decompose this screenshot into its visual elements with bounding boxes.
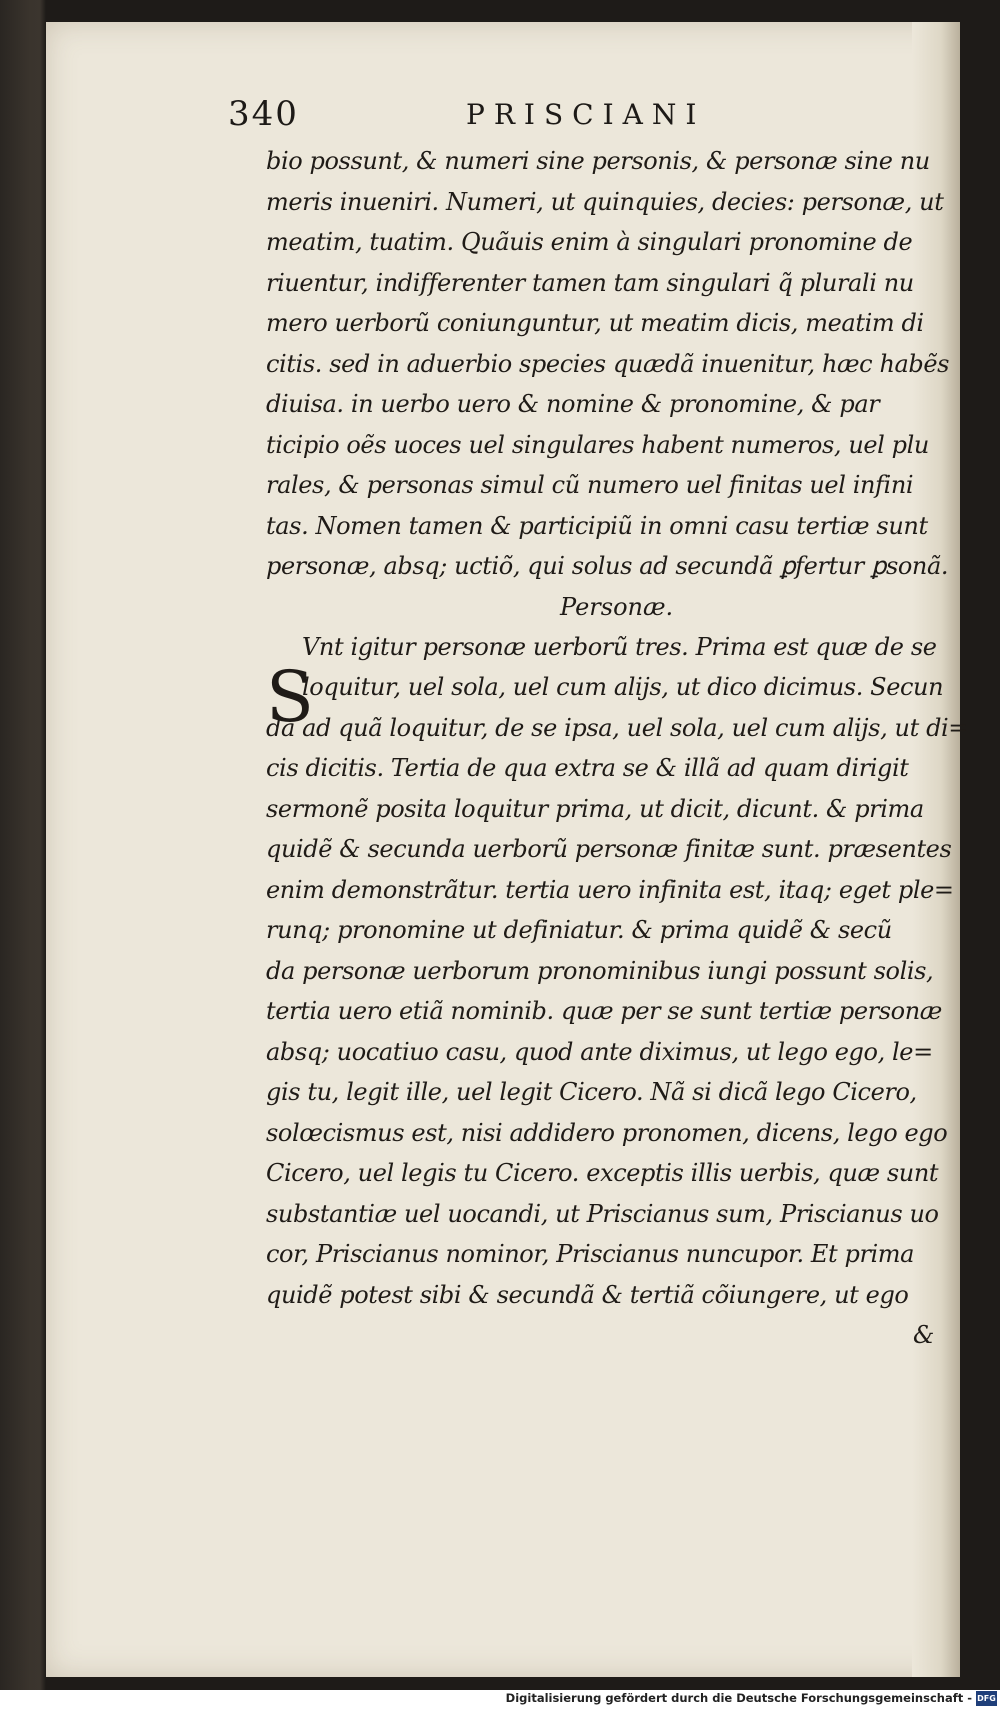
text-line: enim demonstrãtur. tertia uero infinita est, itaq; eget ple= [266,875,954,904]
dfg-logo-icon: DFG [976,1691,997,1706]
running-head: PRISCIANI [466,98,706,131]
text-line: tas. Nomen tamen & participiũ in omni casu tertiæ sunt [266,511,928,540]
digitization-credit: Digitalisierung gefördert durch die Deutsche Forschungsgemeinschaft - [505,1691,972,1705]
text-line: gis tu, legit ille, uel legit Cicero. Nã si dicã lego Cicero, [266,1078,917,1106]
text-line: diuisa. in uerbo uero & nomine & pronomine, & par [266,390,880,418]
text-line: personæ, absq; uctiõ, qui solus ad secundã ꝑfertur ꝑsonã. [266,552,949,580]
text-line: meris inueniri. Numeri, ut quinquies, decies: personæ, ut [266,187,944,216]
text-line: ticipio oẽs uoces uel singulares habent numeros, uel plu [266,430,929,459]
text-line: da personæ uerborum pronominibus iungi possunt solis, [266,956,934,985]
text-line: rales, & personas simul cũ numero uel finitas uel infini [266,471,914,499]
text-line: meatim, tuatim. Quãuis enim à singulari pronomine de [266,228,913,256]
text-line: cis dicitis. Tertia de qua extra se & illã ad quam dirigit [266,754,909,782]
text-line: citis. sed in aduerbio species quædã inuenitur, hæc habẽs [266,349,950,378]
text-line: bio possunt, & numeri sine personis, & personæ sine nu [266,147,930,175]
text-line: mero uerborũ coniunguntur, ut meatim dicis, meatim di [266,309,924,337]
text-line: Vnt igitur personæ uerborũ tres. Prima est quæ de se [302,632,937,661]
text-line: riuentur, indifferenter tamen tam singulari q̃ plurali nu [266,268,914,297]
text-line: tertia uero etiã nominib. quæ per se sunt tertiæ personæ [266,997,942,1025]
text-line: Cicero, uel legis tu Cicero. exceptis illis uerbis, quæ sunt [266,1159,939,1187]
catchword: & [913,1321,934,1349]
text-line: substantiæ uel uocandi, ut Priscianus sum, Priscianus uo [266,1199,939,1228]
text-line: absq; uocatiuo casu, quod ante diximus, ut lego ego, le= [266,1037,933,1066]
text-line: quidẽ & secunda uerborũ personæ finitæ sunt. præsentes [266,835,952,863]
text-line: runq; pronomine ut definiatur. & prima quidẽ & secũ [266,916,892,944]
text-line: da ad quã loquitur, de se ipsa, uel sola, uel cum alijs, ut di= [266,713,969,742]
page-number: 340 [228,94,299,134]
text-line: cor, Priscianus nominor, Priscianus nuncupor. Et prima [266,1240,915,1268]
text-line: solœcismus est, nisi addidero pronomen, dicens, lego ego [266,1118,948,1147]
text-line: sermonẽ posita loquitur prima, ut dicit, dicunt. & prima [266,794,924,823]
text-block [266,141,969,1356]
text-line: quidẽ potest sibi & secundã & tertiã cõiungere, ut ego [266,1280,909,1309]
drop-cap-initial: S [266,656,314,738]
text-line: loquitur, uel sola, uel cum alijs, ut dico dicimus. Secun [302,673,944,701]
section-heading: Personæ. [560,592,674,621]
